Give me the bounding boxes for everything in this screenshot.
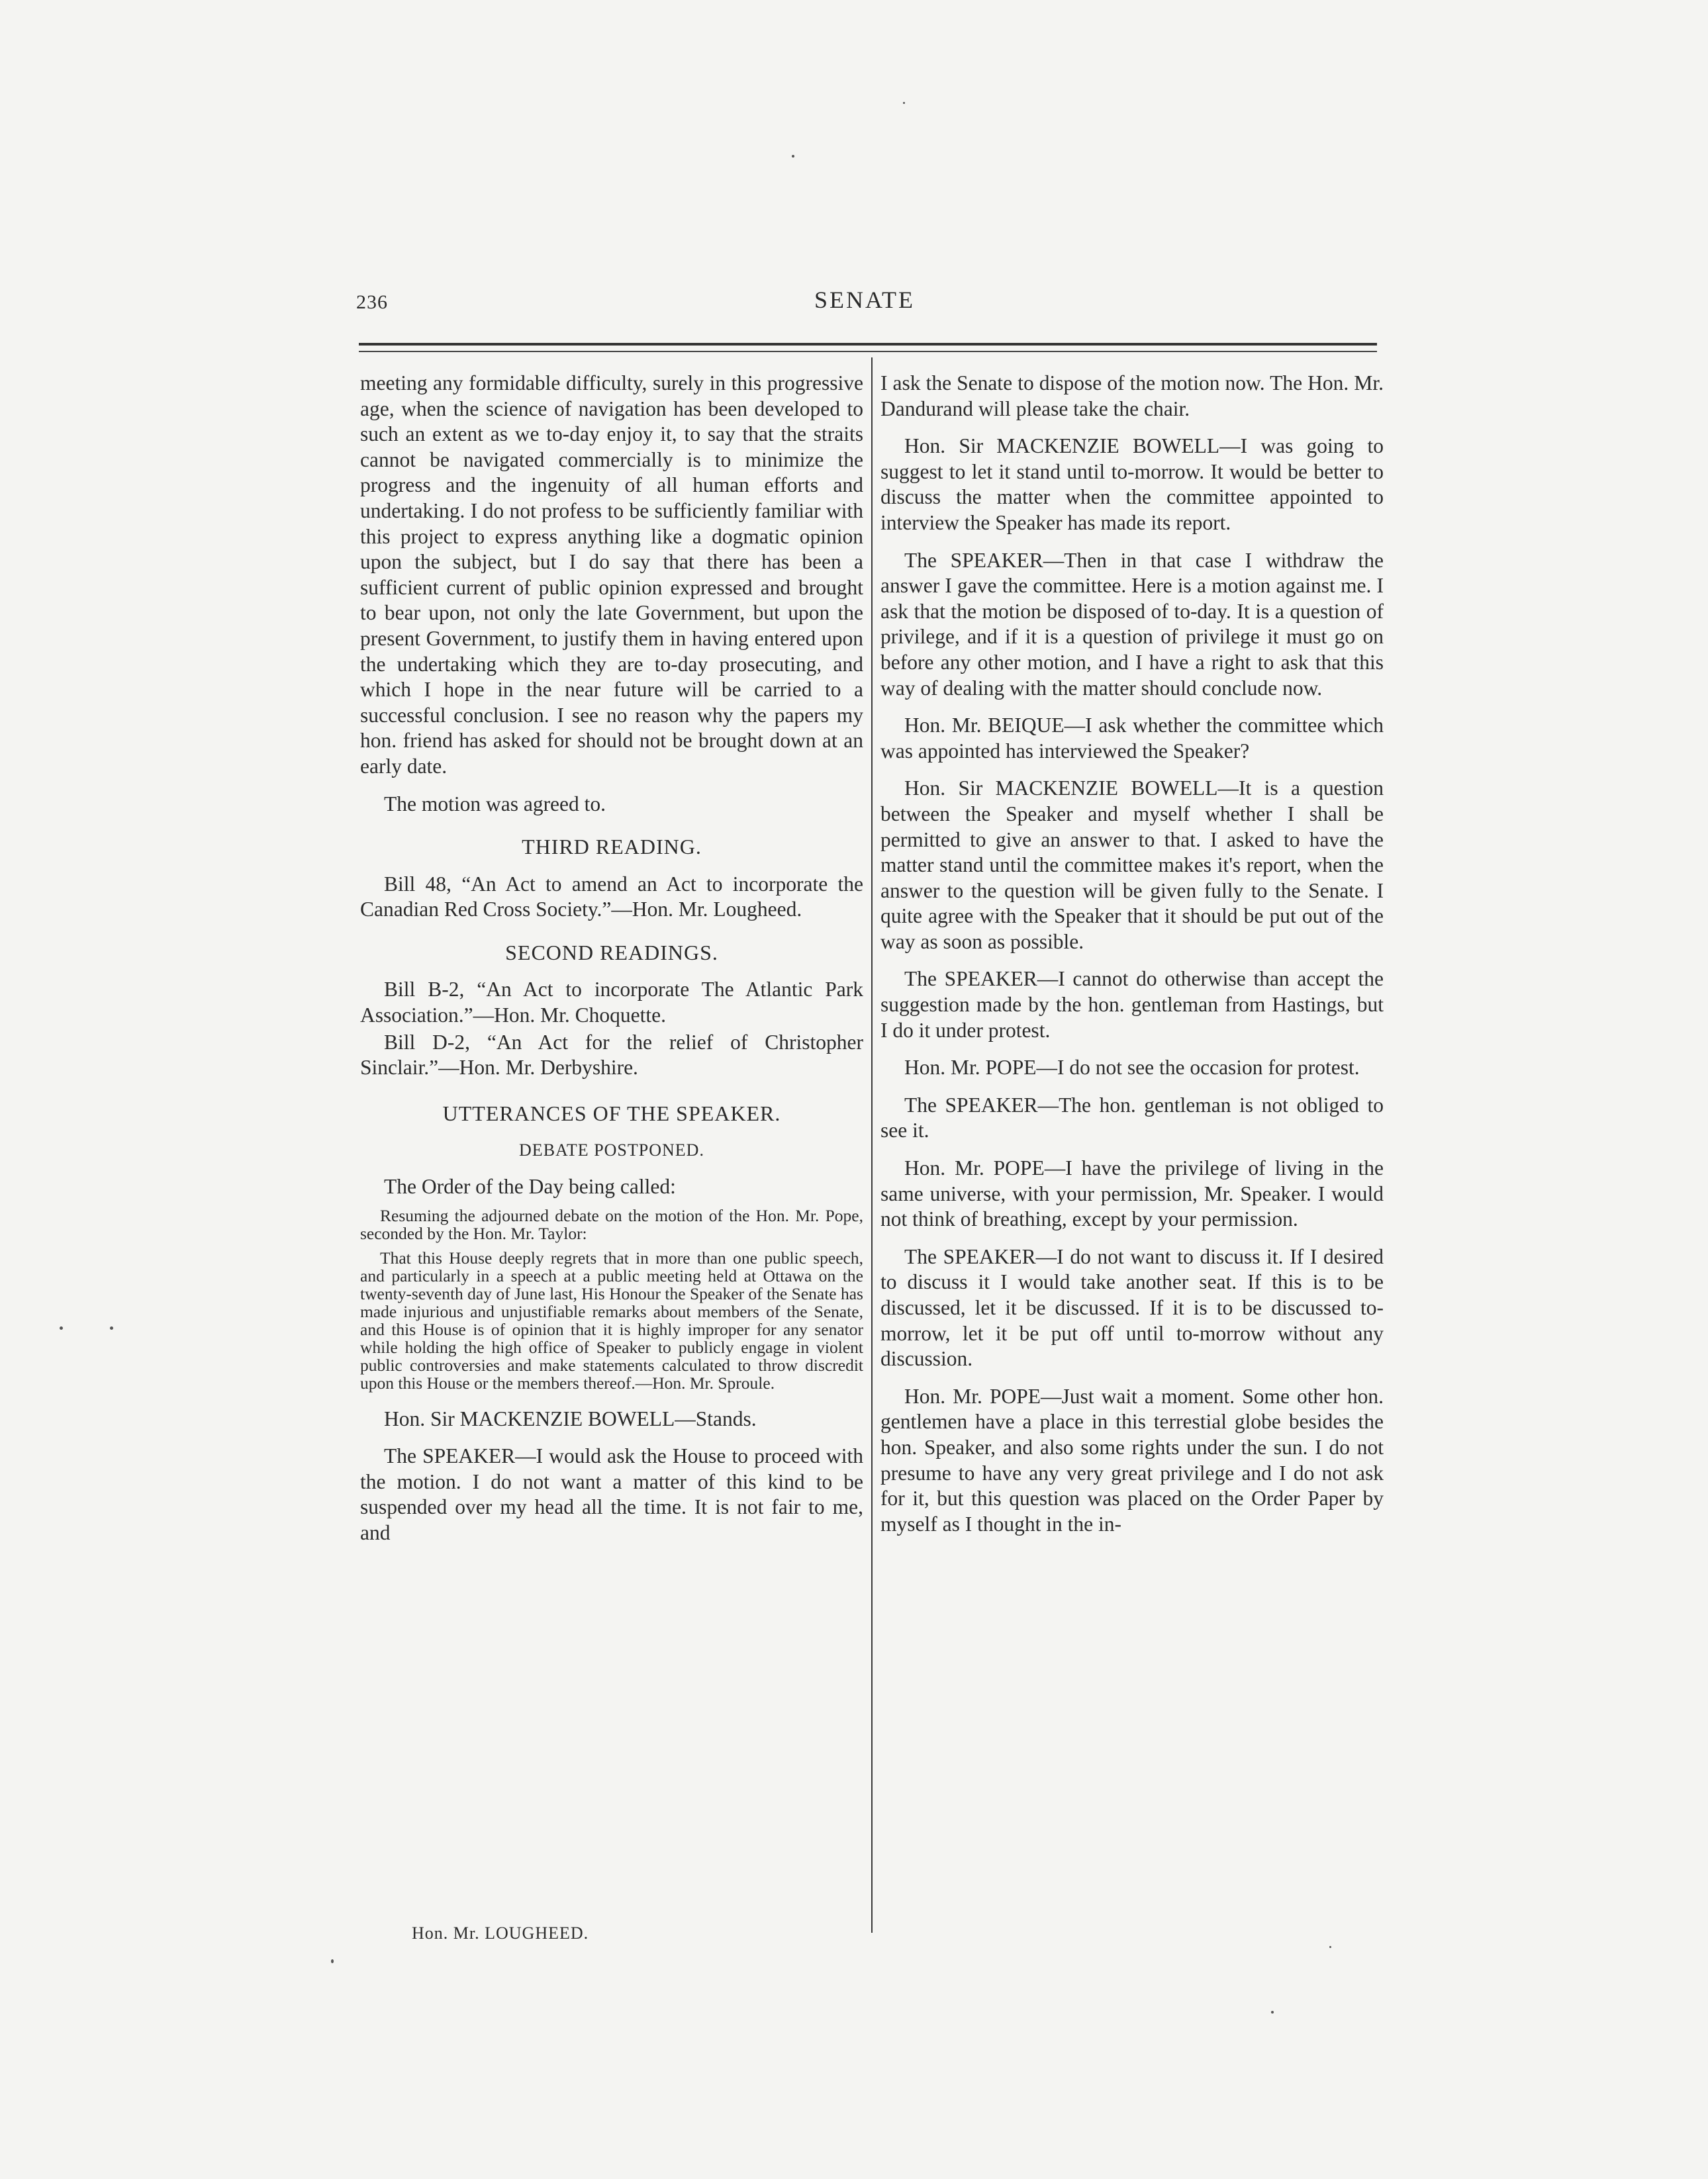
section-heading: THIRD READING. [522,835,702,859]
paragraph: Hon. Sir MACKENZIE BOWELL—I was going to suggest to let it stand until to-morrow. It would be better to discuss the matter when the committee appointed to interview the Speaker has made its report. [880,434,1384,534]
paragraph: Bill D-2, “An Act for the relief of Christopher Sinclair.”—Hon. Mr. Derbyshire. [360,1030,863,1080]
scan-speck [1271,2011,1274,2014]
paragraph: The motion was agreed to. [384,792,606,815]
paragraph: The SPEAKER—Then in that case I withdraw the answer I gave the committee. Here is a motion against me. I ask that the motion be disposed of to-day. It is a question of privilege, and if it is a question of privilege it must go on before any other motion, and I have a right to ask that this way of dealing with the matter should conclude now. [880,548,1384,700]
footer-speaker-name: Hon. Mr. LOUGHEED. [412,1924,589,1943]
paragraph: The Order of the Day being called: [384,1175,676,1199]
quoted-motion: Resuming the adjourned debate on the motion of the Hon. Mr. Pope, seconded by the Hon. Mr. Taylor: [360,1205,863,1243]
paragraph: Hon. Sir MACKENZIE BOWELL—Stands. [384,1407,757,1430]
header-rule-thick [359,343,1377,346]
paragraph: The SPEAKER—The hon. gentleman is not obliged to see it. [880,1093,1384,1142]
section-heading: SECOND READINGS. [505,940,718,964]
section-subheading: DEBATE POSTPONED. [519,1140,704,1160]
scan-speck [110,1326,113,1330]
paragraph: Hon. Mr. POPE—Just wait a moment. Some other hon. gentlemen have a place in this terrestial globe besides the hon. Speaker, and also some rights under the sun. I do not presume to have any very great privilege and I do not ask for it, but this question was placed on the Order Paper by myself as I thought in the in- [880,1384,1384,1536]
paragraph: Bill 48, “An Act to amend an Act to incorporate the Canadian Red Cross Society.”—Hon. Mr. Lougheed. [360,872,863,921]
header-rule-thin [359,351,1377,352]
page-number: 236 [356,291,388,313]
column-divider [871,357,873,1933]
right-column [880,371,1384,1549]
running-head: SENATE [814,287,915,313]
scan-speck [1329,1946,1331,1948]
paragraph: Hon. Mr. BEIQUE—I ask whether the committee which was appointed has interviewed the Speaker? [880,714,1384,763]
paragraph: Hon. Mr. POPE—I have the privilege of living in the same universe, with your permission, Mr. Speaker. I would not think of breathing, except by your permission. [880,1156,1384,1231]
left-column [360,371,863,1558]
scan-speck [60,1326,63,1330]
paragraph: Hon. Mr. POPE—I do not see the occasion for protest. [904,1056,1360,1080]
section-heading: UTTERANCES OF THE SPEAKER. [442,1101,781,1125]
paragraph: The SPEAKER—I do not want to discuss it. If I desired to discuss it I would take another seat. If this is to be discussed, let it be discussed. If it is to be discussed to-morrow, let it be put off until to-morrow without any discussion. [880,1244,1384,1371]
paragraph: Bill B-2, “An Act to incorporate The Atlantic Park Association.”—Hon. Mr. Choquette. [360,978,863,1027]
scan-speck [792,155,794,158]
paragraph: The SPEAKER—I would ask the House to proceed with the motion. I do not want a matter of this kind to be suspended over my head all the time. It is not fair to me, and [360,1444,863,1544]
paragraph: meeting any formidable difficulty, surely in this progressive age, when the science of navigation has been developed to such an extent as we to-day enjoy it, to say that the straits cannot be navigated commercially is to minimize the progress and the ingenuity of all human efforts and undertaking. I do not profess to be sufficiently familiar with this project to express anything like a dogmatic opinion upon the subject, but I do say that there has been a sufficient current of public opinion expressed and brought to bear upon, not only the late Government, but upon the present Government, to justify them in having entered upon the undertaking which they are to-day prosecuting, and which I hope in the near future will be carried to a successful conclusion. I see no reason why the papers my hon. friend has asked for should not be brought down at an early date. [360,371,863,778]
scan-speck [903,102,905,104]
scan-speck [331,1959,334,1963]
paragraph: Hon. Sir MACKENZIE BOWELL—It is a question between the Speaker and myself whether I shall be permitted to give an answer to that. I asked to have the matter stand until the committee makes it's report, when the answer to the question will be given fully to the Senate. I quite agree with the Speaker that it should be put out of the way as soon as possible. [880,776,1384,953]
paragraph: The SPEAKER—I cannot do otherwise than accept the suggestion made by the hon. gentleman from Hastings, but I do it under protest. [880,967,1384,1042]
quoted-motion: That this House deeply regrets that in more than one public speech, and particularly in a speech at a public meeting held at Ottawa on the twenty-seventh day of June last, His Honour the Speaker of the Senate has made injurious and unjustifiable remarks about members of the Senate, and this House is of opinion that it is highly improper for any senator while holding the high office of Speaker to publicly engage in violent public controversies and make statements calculated to throw discredit upon this House or the members thereof.—Hon. Mr. Sproule. [360,1248,863,1393]
paragraph: I ask the Senate to dispose of the motion now. The Hon. Mr. Dandurand will please take the chair. [880,371,1384,420]
